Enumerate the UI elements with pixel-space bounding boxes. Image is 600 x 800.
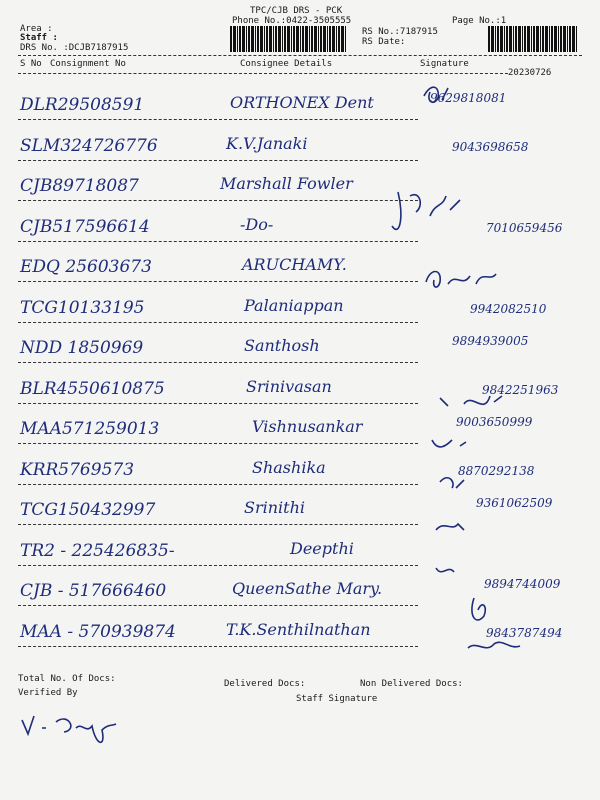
col-signature: Signature — [420, 59, 469, 69]
consignee-name: Palaniappan — [244, 295, 344, 315]
barcode-bar — [264, 26, 265, 52]
col-sno: S No — [20, 59, 42, 69]
phone-number: Phone No.:0422-3505555 — [232, 16, 352, 26]
col-consignment: Consignment No — [50, 59, 126, 69]
barcode-bar — [329, 26, 331, 52]
barcode-bar — [522, 26, 523, 52]
consignee-name: Vishnusankar — [252, 417, 363, 436]
row-divider — [18, 484, 418, 485]
consignee-phone: 9361062509 — [476, 496, 553, 510]
delivered-docs-label: Delivered Docs: — [224, 679, 306, 689]
barcode-bar — [287, 26, 290, 52]
drs-barcode — [230, 26, 348, 52]
barcode-bar — [260, 26, 263, 52]
document-title: TPC/CJB DRS - PCK — [250, 6, 343, 16]
non-delivered-docs-label: Non Delivered Docs: — [360, 679, 463, 689]
staff-label: Staff : — [20, 33, 58, 43]
consignment-number: MAA - 570939874 — [20, 621, 176, 642]
barcode-bar — [572, 26, 575, 52]
barcode-bar — [237, 26, 238, 52]
barcode-bar — [293, 26, 295, 52]
barcode-bar — [495, 26, 496, 52]
barcode-bar — [531, 26, 532, 52]
staff-signature-label: Staff Signature — [296, 694, 378, 704]
consignee-name: K.V.Janaki — [226, 133, 308, 153]
barcode-bar — [558, 26, 559, 52]
barcode-bar — [239, 26, 241, 52]
barcode-bar — [291, 26, 292, 52]
recipient-signature — [420, 82, 530, 142]
barcode-bar — [336, 26, 337, 52]
barcode-bar — [327, 26, 328, 52]
divider — [18, 55, 582, 56]
consignee-name: Shashika — [252, 457, 326, 477]
rs-number: RS No.:7187915 — [362, 27, 438, 37]
barcode-bar — [497, 26, 499, 52]
consignee-name: Santhosh — [244, 336, 320, 355]
barcode-bar — [284, 26, 286, 52]
barcode-bar — [506, 26, 508, 52]
consignee-phone: 9894744009 — [484, 577, 561, 591]
drs-number: DRS No. :DCJB7187915 — [20, 43, 129, 53]
consignment-number: NDD 1850969 — [20, 338, 144, 358]
barcode-bar — [282, 26, 283, 52]
barcode-bar — [527, 26, 530, 52]
consignment-number: SLM324726776 — [20, 135, 158, 156]
row-divider — [18, 524, 418, 525]
page-number: Page No.:1 — [452, 16, 507, 26]
barcode-bar — [233, 26, 236, 52]
consignee-name: QueenSathe Mary. — [232, 579, 383, 598]
barcode-bar — [563, 26, 566, 52]
barcode-bar — [246, 26, 247, 52]
barcode-bar — [504, 26, 505, 52]
consignee-name: Marshall Fowler — [220, 174, 353, 193]
barcode-bar — [549, 26, 550, 52]
row-divider — [18, 403, 418, 404]
row-divider — [18, 565, 418, 566]
consignee-name: Srinivasan — [246, 376, 332, 396]
consignee-phone: 9629818081 — [430, 91, 507, 105]
barcode-bar — [542, 26, 544, 52]
recipient-signature — [466, 636, 576, 696]
barcode-bar — [345, 26, 346, 52]
barcode-bar — [540, 26, 541, 52]
barcode-bar — [311, 26, 313, 52]
consignment-number: CJB89718087 — [20, 176, 139, 196]
divider — [18, 73, 508, 74]
row-divider — [18, 241, 418, 242]
barcode-bar — [275, 26, 277, 52]
area-label: Area : — [20, 24, 53, 34]
barcode-bar — [560, 26, 562, 52]
barcode-bar — [341, 26, 344, 52]
barcode-bar — [524, 26, 526, 52]
consignee-name: T.K.Senthilnathan — [226, 619, 371, 639]
barcode-bar — [500, 26, 503, 52]
recipient-signature — [390, 186, 500, 246]
barcode-bar — [545, 26, 548, 52]
barcode-bar — [296, 26, 299, 52]
barcode-bar — [266, 26, 268, 52]
row-divider — [18, 160, 418, 161]
barcode-bar — [551, 26, 553, 52]
col-consignee: Consignee Details — [240, 59, 333, 69]
barcode-bar — [515, 26, 517, 52]
barcode-bar — [323, 26, 326, 52]
verified-by-label: Verified By — [18, 688, 78, 698]
row-divider — [18, 119, 418, 120]
barcode-bar — [248, 26, 250, 52]
barcode-bar — [269, 26, 272, 52]
barcode-bar — [305, 26, 308, 52]
barcode-bar — [576, 26, 577, 52]
consignment-number: TCG150432997 — [20, 500, 156, 520]
barcode-bar — [314, 26, 317, 52]
barcode-bar — [509, 26, 512, 52]
consignee-phone: 9942082510 — [470, 301, 547, 316]
row-divider — [18, 443, 418, 444]
barcode-bar — [513, 26, 514, 52]
rs-date: RS Date: — [362, 37, 406, 47]
consignment-number: KRR5769573 — [20, 459, 135, 480]
consignment-number: CJB - 517666460 — [20, 581, 167, 601]
consignee-phone: 9894939005 — [452, 334, 529, 348]
barcode-bar — [518, 26, 521, 52]
barcode-bar — [554, 26, 557, 52]
consignee-phone: 9003650999 — [456, 415, 533, 429]
consignment-number: DLR29508591 — [20, 95, 145, 115]
consignee-name: Srinithi — [244, 498, 305, 517]
verifier-signature — [16, 700, 126, 750]
consignee-phone: 8870292138 — [458, 463, 535, 478]
consignee-name: ORTHONEX Dent — [230, 93, 374, 112]
barcode-bar — [488, 26, 490, 52]
barcode-bar — [332, 26, 335, 52]
barcode-bar — [242, 26, 245, 52]
row-divider — [18, 322, 418, 323]
row-divider — [18, 605, 418, 606]
barcode-bar — [251, 26, 254, 52]
consignment-number: MAA571259013 — [20, 419, 160, 439]
barcode-bar — [567, 26, 568, 52]
barcode-bar — [320, 26, 322, 52]
consignment-number: TCG10133195 — [20, 297, 145, 318]
recipient-signature — [422, 262, 532, 322]
row-divider — [18, 362, 418, 363]
barcode-bar — [309, 26, 310, 52]
barcode-bar — [273, 26, 274, 52]
barcode-bar — [302, 26, 304, 52]
consignment-number: TR2 - 225426835- — [20, 540, 175, 561]
barcode-bar — [533, 26, 535, 52]
consignment-number: CJB517596614 — [20, 216, 150, 237]
barcode-bar — [318, 26, 319, 52]
consignee-phone: 9843787494 — [486, 625, 563, 640]
barcode-bar — [230, 26, 232, 52]
barcode-bar — [536, 26, 539, 52]
barcode-bar — [255, 26, 256, 52]
report-date: 20230726 — [508, 68, 552, 78]
consignment-number: EDQ 25603673 — [20, 257, 152, 277]
row-divider — [18, 281, 418, 282]
barcode-bar — [300, 26, 301, 52]
consignee-name: ARUCHAMY. — [242, 255, 347, 274]
consignee-name: Deepthi — [290, 538, 354, 558]
consignee-phone: 9842251963 — [482, 382, 559, 397]
consignee-phone: 9043698658 — [452, 139, 529, 154]
barcode-bar — [338, 26, 340, 52]
row-divider — [18, 646, 418, 647]
consignee-phone: 7010659456 — [486, 220, 563, 235]
barcode-bar — [257, 26, 259, 52]
consignment-number: BLR4550610875 — [20, 378, 165, 399]
consignee-name: -Do- — [240, 214, 274, 234]
barcode-bar — [569, 26, 571, 52]
barcode-bar — [278, 26, 281, 52]
rs-barcode — [488, 26, 580, 52]
total-docs-label: Total No. Of Docs: — [18, 674, 116, 684]
barcode-bar — [491, 26, 494, 52]
row-divider — [18, 200, 418, 201]
